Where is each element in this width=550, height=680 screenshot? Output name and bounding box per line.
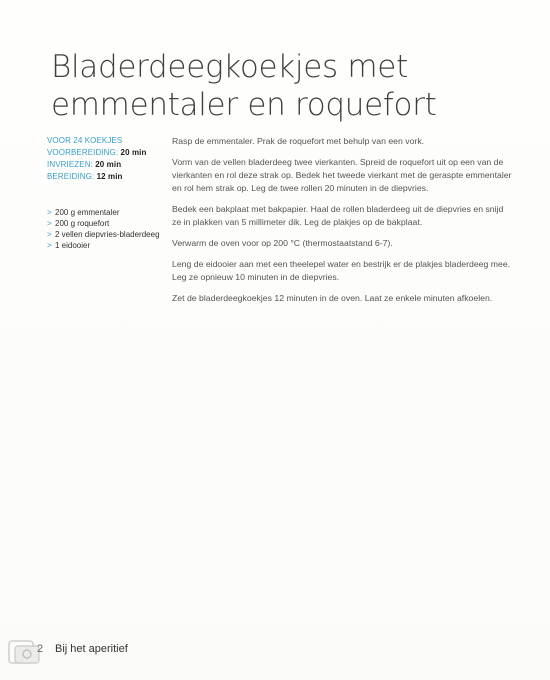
section-name: Bij het aperitief xyxy=(55,643,128,655)
recipe-title-line-2: emmentaler en roquefort xyxy=(51,87,437,123)
ingredient-item: > 1 eidooier xyxy=(47,240,167,251)
step-paragraph: Leng de eidooier aan met een theelepel water en bestrijk er de plakjes bladerdeeg mee. Leg ze opnieuw 10 minuten in de diepvries. xyxy=(172,259,511,282)
prep-time-row xyxy=(47,147,172,159)
prep-time-value: 20 min xyxy=(120,148,147,157)
ingredient-item: > 200 g emmentaler xyxy=(47,207,167,218)
recipe-steps xyxy=(172,135,512,313)
freeze-time-label: INVRIEZEN: xyxy=(47,160,93,169)
page-number-text: 2 xyxy=(37,643,44,655)
bake-time-value: 12 min xyxy=(96,172,123,181)
recipe-title xyxy=(51,48,511,124)
bake-time-row xyxy=(47,171,172,183)
ingredient-list xyxy=(47,207,167,251)
step-paragraph: Zet de bladerdeegkoekjes 12 minuten in de oven. Laat ze enkele minuten afkoelen. xyxy=(172,293,493,303)
step-paragraph: Rasp de emmentaler. Prak de roquefort met behulp van een vork. xyxy=(172,136,425,146)
step-paragraph: Vorm van de vellen bladerdeeg twee vierkanten. Spreid de roquefort uit op een van de vierkanten en rol deze strak op. Bedek het tweede vierkant met de geraspte emmentaler en rol hem strak op. Leg de twee rollen 20 minuten in de diepvries. xyxy=(172,157,512,193)
freeze-time-row xyxy=(47,159,172,171)
ingredient-item: > 2 vellen diepvries-bladerdeeg xyxy=(47,229,167,240)
ingredient-item: > 200 g roquefort xyxy=(47,218,167,229)
page-number xyxy=(7,643,49,655)
yield-text: VOOR 24 KOEKJES xyxy=(47,136,123,145)
recipe-meta xyxy=(47,135,172,183)
step-paragraph: Bedek een bakplaat met bakpapier. Haal de rollen bladerdeeg uit de diepvries en snijd ze in plakken van 5 millimeter dik. Leg de plakjes op de bakplaat. xyxy=(172,204,504,227)
recipe-title-line-1: Bladerdeegkoekjes met xyxy=(51,49,408,85)
step-paragraph: Verwarm de oven voor op 200 °C (thermostaatstand 6-7). xyxy=(172,238,393,248)
yield-row xyxy=(47,135,172,147)
prep-time-label: VOORBEREIDING: xyxy=(47,148,119,157)
freeze-time-value: 20 min xyxy=(95,160,122,169)
page-footer xyxy=(7,638,128,660)
bake-time-label: BEREIDING: xyxy=(47,172,95,181)
